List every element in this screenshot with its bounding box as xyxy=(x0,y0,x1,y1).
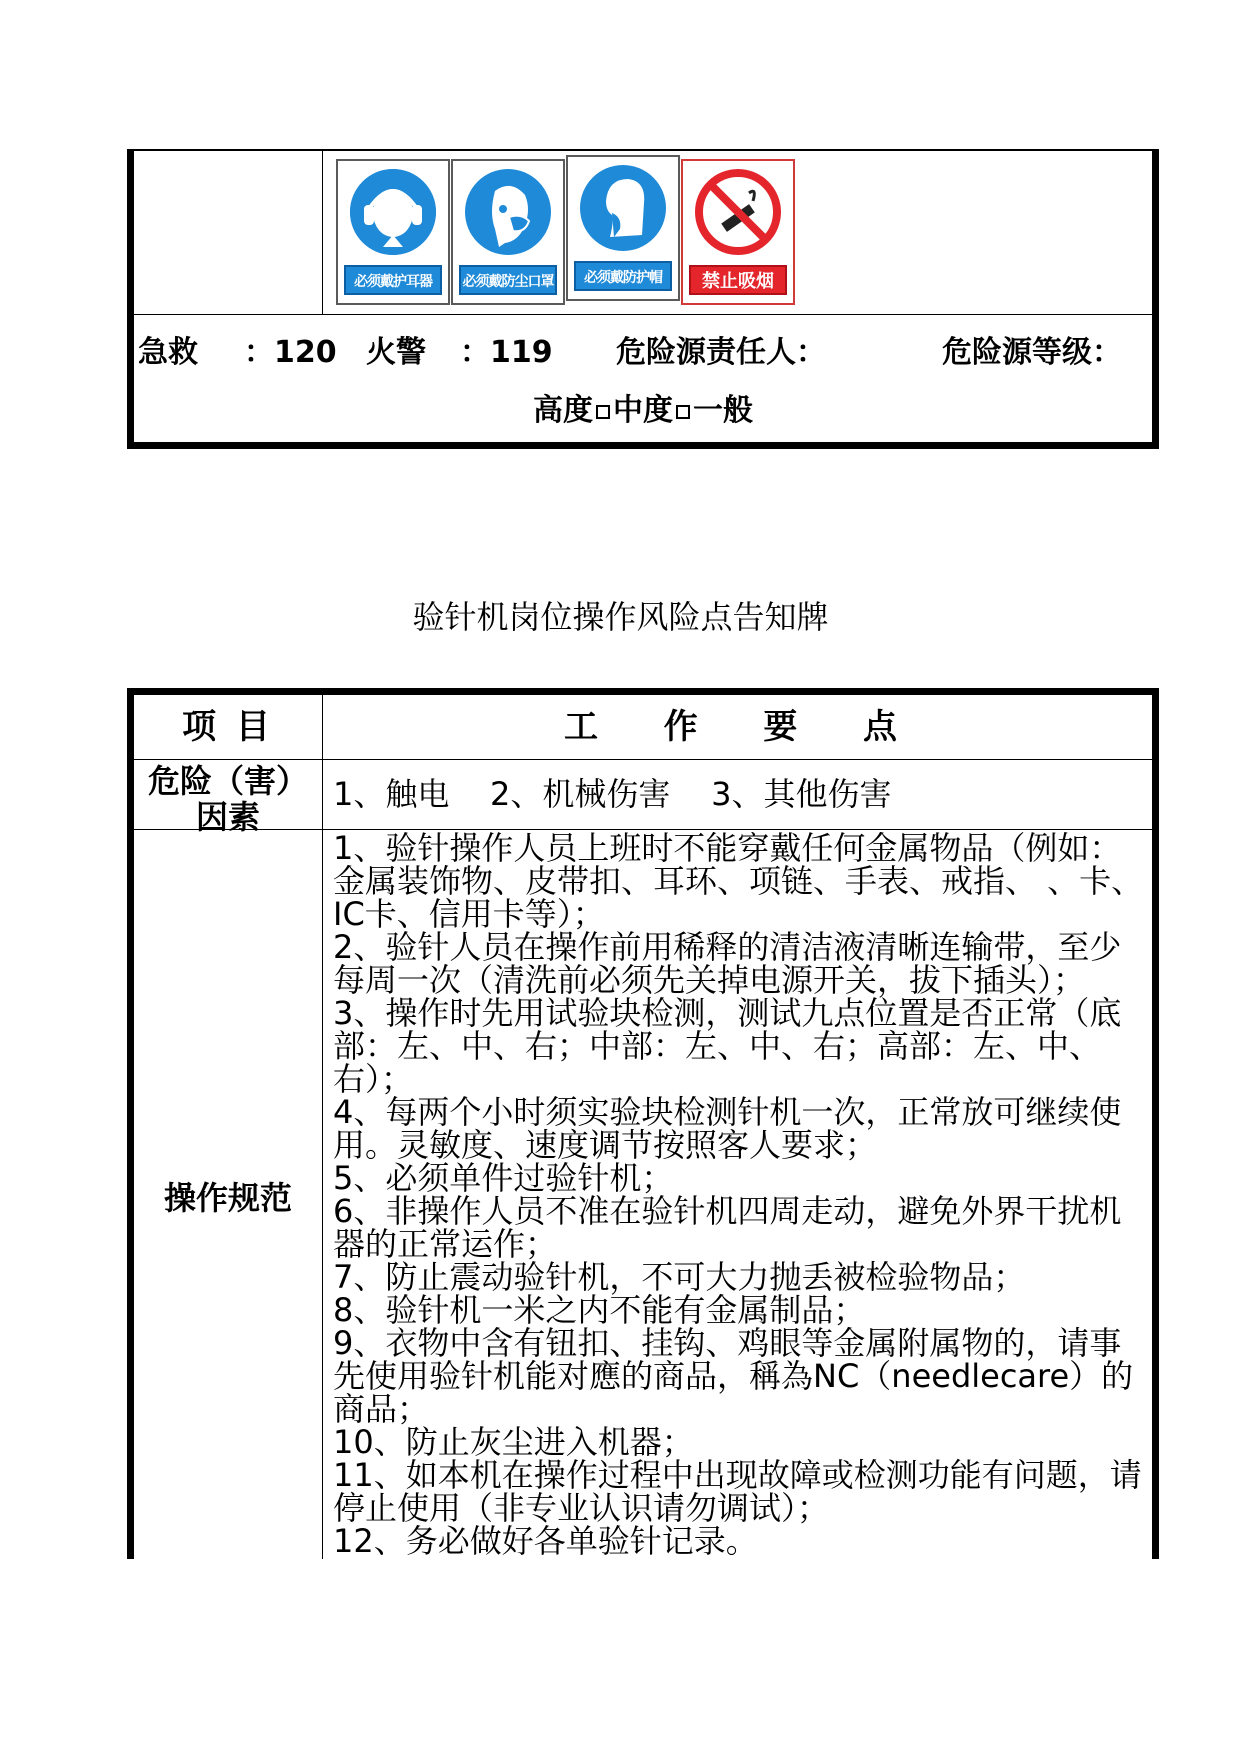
dust-mask-icon xyxy=(465,169,551,255)
list-item: 12、务必做好各单验针记录。 xyxy=(333,1522,758,1560)
level-medium: 中度 xyxy=(613,393,673,428)
sign-ear-protection xyxy=(336,159,450,305)
list-item: 2、验针人员在操作前用稀释的清洁液清晰连输带，至少每周一次（清洗前必须先关掉电源开关，拔下插头）； xyxy=(333,928,1122,999)
level-high: 高度 xyxy=(533,393,593,428)
list-item: 6、非操作人员不准在验针机四周走动，避免外界干扰机器的正常运作； xyxy=(333,1192,1122,1263)
hazard-level-options xyxy=(134,385,1152,435)
hazard-label-line2: 因素 xyxy=(195,798,260,836)
safety-signs-cell xyxy=(323,151,1152,315)
hazard-label xyxy=(134,762,322,836)
level-normal: 一般 xyxy=(693,393,753,428)
protective-hat-icon xyxy=(580,165,666,251)
checkbox-icon[interactable] xyxy=(676,405,690,419)
header-item: 项 目 xyxy=(182,707,274,747)
no-smoking-icon xyxy=(695,169,781,255)
list-item: 8、验针机一米之内不能有金属制品； xyxy=(333,1291,866,1329)
page-title: 验针机岗位操作风险点告知牌 xyxy=(412,598,829,636)
risk-notice-table xyxy=(127,688,1159,1559)
hazard-level-label: 危险源等级： xyxy=(942,335,1122,370)
fire-number: ：119 xyxy=(460,335,553,370)
header-work-points: 工 作 要 点 xyxy=(563,707,912,747)
list-item: 11、如本机在操作过程中出现故障或检测功能有问题，请停止使用（非专业认识请勿调试）； xyxy=(333,1456,1142,1527)
checkbox-icon[interactable] xyxy=(596,405,610,419)
hazard-factors: 1、触电 2、机械伤害 3、其他伤害 xyxy=(333,775,892,813)
sign-dust-mask xyxy=(451,159,565,305)
list-item: 3、操作时先用试验块检测，测试九点位置是否正常（底部：左、中、右；中部：左、中、右；高部：左、中、右）； xyxy=(333,994,1122,1098)
sign-label: 必须戴防尘口罩 xyxy=(459,265,557,295)
list-item: 9、衣物中含有钮扣、挂钩、鸡眼等金属附属物的，请事先使用验针机能对應的商品，稱為NC（needlecare）的商品； xyxy=(333,1324,1134,1428)
blank-cell xyxy=(134,151,323,315)
emergency-numbers-row xyxy=(134,319,1152,375)
first-aid-label: 急救 xyxy=(138,335,198,370)
sign-label: 禁止吸烟 xyxy=(689,265,787,295)
fire-label: 火警 xyxy=(366,335,426,370)
list-item: 4、每两个小时须实验块检测针机一次，正常放可继续使用。灵敏度、速度调节按照客人要求； xyxy=(333,1093,1122,1164)
list-item: 7、防止震动验针机，不可大力抛丢被检验物品； xyxy=(333,1258,1026,1296)
sign-label: 必须戴护耳器 xyxy=(344,265,442,295)
sign-label: 必须戴防护帽 xyxy=(574,261,672,291)
first-aid-number: ：120 xyxy=(244,335,337,370)
hazard-label-line1: 危险（害） xyxy=(147,762,308,800)
list-item: 1、验针操作人员上班时不能穿戴任何金属物品（例如：金属装饰物、皮带扣、耳环、项链、手表、戒指、 、卡、IC卡、信用卡等）； xyxy=(333,832,1144,933)
ear-muffs-icon xyxy=(350,169,436,255)
sign-protective-hat xyxy=(566,155,680,301)
responsible-person-label: 危险源责任人： xyxy=(616,335,826,370)
list-item: 10、防止灰尘进入机器； xyxy=(333,1423,694,1461)
sign-no-smoking xyxy=(681,159,795,305)
procedure-list xyxy=(323,832,1152,1562)
procedure-label: 操作规范 xyxy=(163,1179,292,1217)
emergency-info-table xyxy=(127,149,1159,449)
list-item: 5、必须单件过验针机； xyxy=(333,1159,674,1197)
